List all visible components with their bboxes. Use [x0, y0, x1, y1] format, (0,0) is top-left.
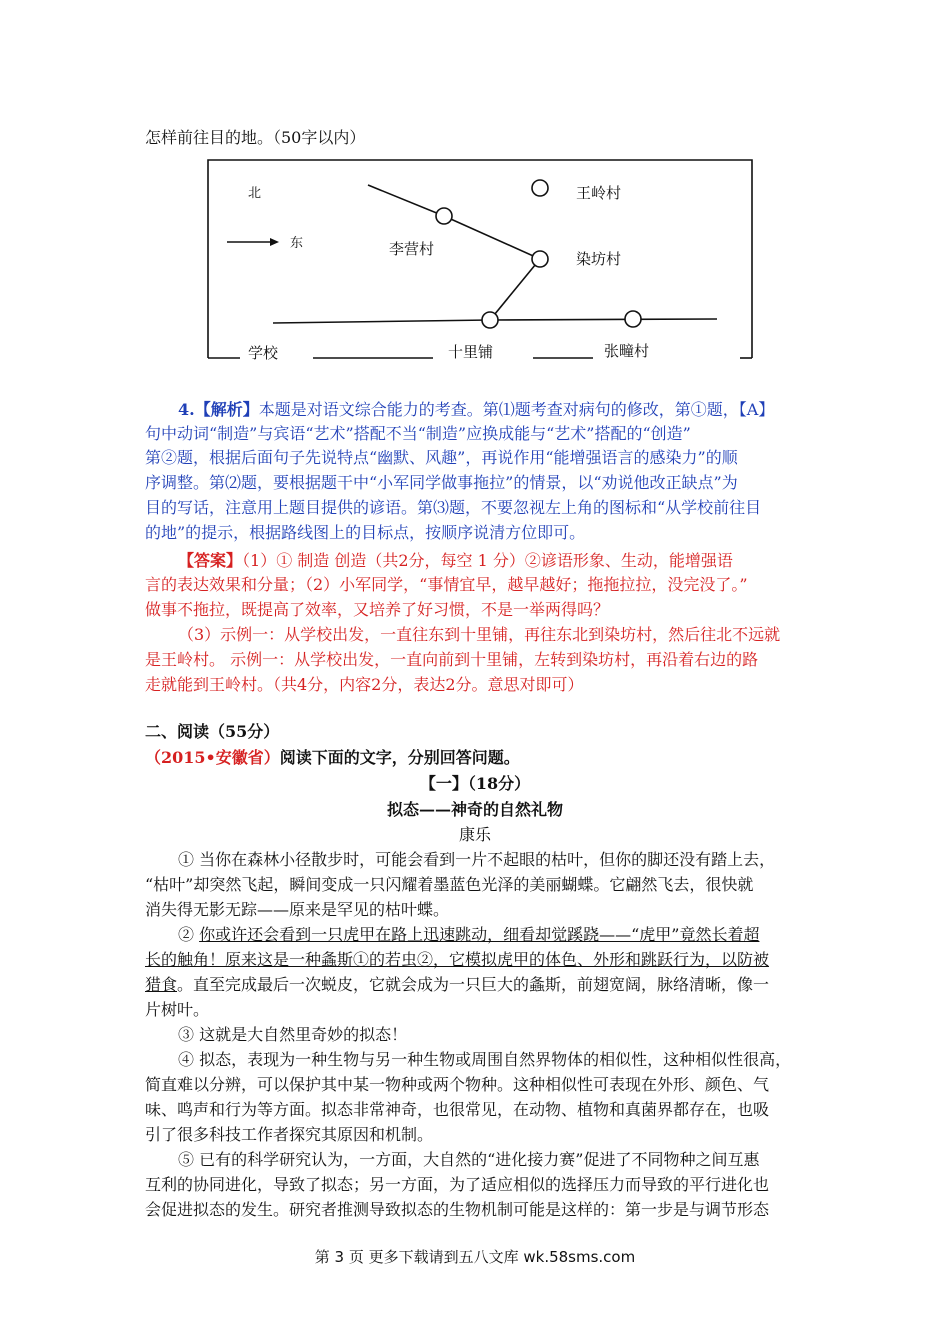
- answer-line: 做事不拖拉，既提高了效率，又培养了好习惯，不是一举两得吗？: [145, 600, 610, 619]
- article-author: 康乐: [458, 825, 491, 844]
- article-p1-line: ① 当你在森林小径散步时，可能会看到一片不起眼的枯叶，但你的脚还没有踏上去，: [178, 850, 776, 869]
- node-wangling: [532, 180, 548, 196]
- analysis-line: 的地”的提示，根据路线图上的目标点，按顺序说清方位即可。: [145, 523, 586, 542]
- answer-line: 走就能到王岭村。（共4分，内容2分，表达2分。意思对即可）: [145, 675, 584, 694]
- article-p4-line: ④ 拟态，表现为一种生物与另一种生物或周围自然界物体的相似性，这种相似性很高，: [178, 1050, 792, 1069]
- article-p4-line: 味、鸣声和行为等方面。拟态非常神奇，也很常见，在动物、植物和真菌界都存在，也吸: [145, 1100, 770, 1119]
- node-shili: [482, 312, 498, 328]
- p2-number: ②: [178, 925, 200, 944]
- analysis-number: 4.: [178, 400, 195, 419]
- answer-line-1: [178, 549, 733, 573]
- answer-line: （3）示例一：从学校出发，一直往东到十里铺，再往东北到染坊村，然后往北不远就: [178, 625, 781, 644]
- article-p2-line-1: [178, 923, 759, 947]
- section-instruction: 阅读下面的文字，分别回答问题。: [279, 748, 520, 767]
- node-liying: [436, 208, 452, 224]
- analysis-text: 本题是对语文综合能力的考查。第⑴题考查对病句的修改，第①题，【A】: [258, 400, 775, 419]
- analysis-line-1: [178, 398, 774, 422]
- article-p5-line: 互利的协同进化，导致了拟态；另一方面，为了适应相似的选择压力而导致的平行进化也: [145, 1175, 770, 1194]
- map-east-label: 东: [290, 236, 304, 251]
- article-p4-line: 简直难以分辨，可以保护其中某一物种或两个物种。这种相似性可表现在外形、颜色、气: [145, 1075, 770, 1094]
- answer-line: 言的表达效果和分量；（2）小军同学，“事情宜早，越早越好；拖拖拉拉，没完没了。”: [145, 575, 748, 594]
- article-p2-line-4: 片树叶。: [145, 1000, 210, 1019]
- answer-line: 是王岭村。 示例一：从学校出发，一直向前到十里铺，左转到染坊村，再沿着右边的路: [145, 650, 759, 669]
- answer-tag: 【答案】: [178, 551, 243, 570]
- section-source-line: [145, 746, 520, 770]
- road-liying: [368, 185, 444, 216]
- node-ranfang: [532, 251, 548, 267]
- analysis-line: 序调整。第⑵题，要根据题干中“小军同学做事拖拉”的情景，以“劝说他改正缺点”为: [145, 473, 738, 492]
- map-label-wangling: 王岭村: [576, 184, 622, 202]
- article-p3: ③ 这就是大自然里奇妙的拟态！: [178, 1025, 408, 1044]
- map-label-zhangtong: 张疃村: [604, 342, 650, 360]
- article-p1-line: 消失得无影无踪——原来是罕见的枯叶蝶。: [145, 900, 450, 919]
- p2-underlined-end: 猎食: [145, 975, 178, 994]
- road-west: [273, 320, 490, 323]
- arrow-east-icon: [227, 238, 279, 246]
- answer-text: （1）① 制造 创造（共2分，每空 1 分）②谚语形象、生动，能增强语: [242, 551, 733, 570]
- article-title: 拟态——神奇的自然礼物: [386, 800, 563, 819]
- road-ranfang: [444, 216, 540, 259]
- page-footer: 第 3 页 更多下载请到五八文库 wk.58sms.com: [314, 1248, 636, 1266]
- map-label-ranfang: 染坊村: [576, 250, 622, 268]
- p2-rest: 。直至完成最后一次蜕皮，它就会成为一只巨大的螽斯，前翅宽阔，脉络清晰，像一: [177, 975, 770, 994]
- article-p2-line-3: [145, 973, 769, 997]
- article-p5-line: 会促进拟态的发生。研究者推测导致拟态的生物机制可能是这样的：第一步是与调节形态: [145, 1200, 770, 1219]
- analysis-tag: 【解析】: [194, 400, 259, 419]
- section-source: （2015•安徽省）: [145, 748, 280, 767]
- article-p4-line: 引了很多科技工作者探究其原因和机制。: [145, 1125, 434, 1144]
- road-east: [490, 319, 717, 320]
- map-north-label: 北: [248, 186, 262, 201]
- map-label-shili: 十里铺: [448, 343, 494, 361]
- route-map: [205, 158, 760, 360]
- article-p5-line: ⑤ 已有的科学研究认为，一方面，大自然的“进化接力赛”促进了不同物种之间互惠: [178, 1150, 760, 1169]
- road-shili-ranfang: [490, 259, 540, 320]
- map-label-school: 学校: [248, 344, 279, 362]
- intro-line: 怎样前往目的地。（50字以内）: [145, 128, 366, 147]
- analysis-line: 第②题，根据后面句子先说特点“幽默、风趣”，再说作用“能增强语言的感染力”的顺: [145, 448, 738, 467]
- section-title: 二、阅读（55分）: [145, 722, 280, 741]
- article-p2-line-2: 长的触角！原来这是一种螽斯①的若虫②，它模拟虎甲的体色、外形和跳跃行为，以防被: [145, 950, 770, 969]
- analysis-line: 句中动词“制造”与宾语“艺术”搭配不当“制造”应换成能与“艺术”搭配的“创造”: [145, 424, 691, 443]
- article-p1-line: “枯叶”却突然飞起，瞬间变成一只闪耀着墨蓝色光泽的美丽蝴蝶。它翩然飞去，很快就: [145, 875, 754, 894]
- node-zhangtong: [625, 311, 641, 327]
- analysis-line: 目的写话，注意用上题目提供的谚语。第⑶题，不要忽视左上角的图标和“从学校前往目: [145, 498, 762, 517]
- map-frame: [208, 160, 752, 358]
- part-heading: 【一】（18分）: [419, 774, 531, 793]
- p2-underlined-text: 你或许还会看到一只虎甲在路上迅速跳动，细看却觉蹊跷——“虎甲”竟然长着超: [199, 925, 760, 944]
- map-label-liying: 李营村: [389, 240, 435, 258]
